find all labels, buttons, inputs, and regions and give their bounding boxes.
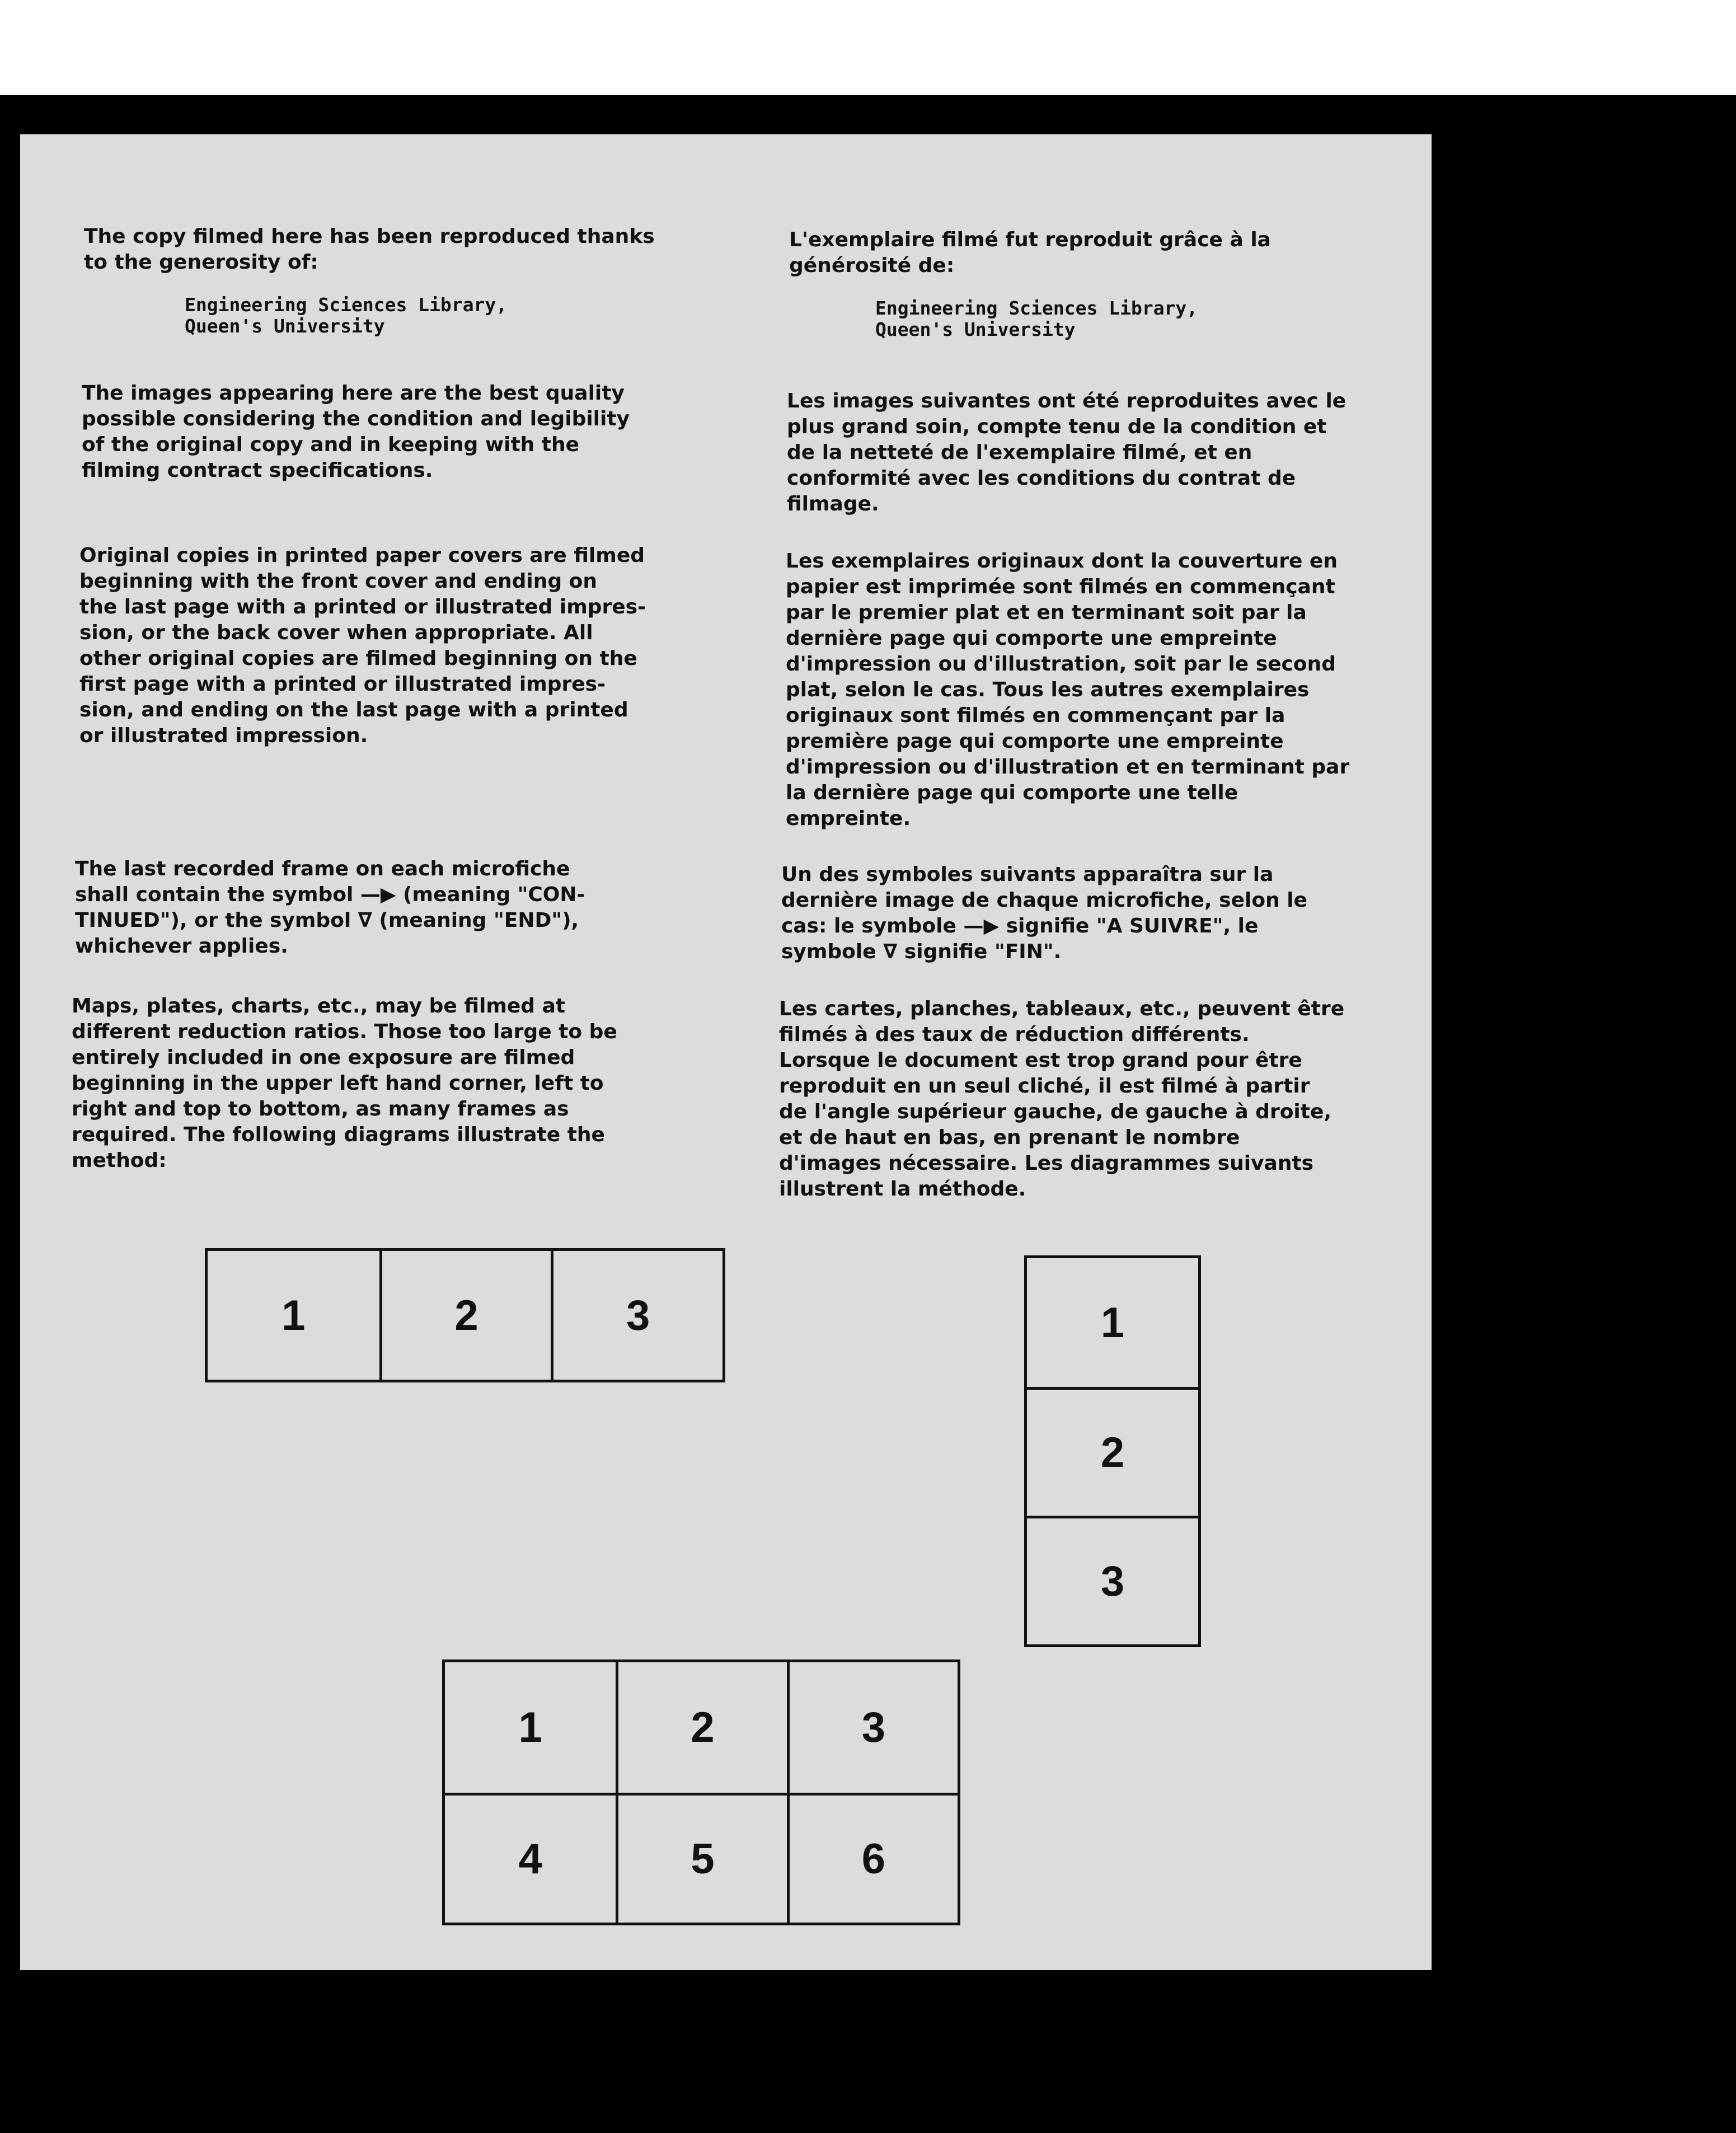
frame-cell: 3 <box>787 1662 958 1793</box>
french-maps-paragraph: Les cartes, planches, tableaux, etc., peuvent être filmés à des taux de réduction différents. Lorsque le document est trop grand pour être reproduit en un seul cliché, il est filmé à partir de l'angle supérieur gauche, de gauche à droite, et de haut en bas, en prenant le nombre d'images nécessaire. Les diagrammes suivants illustrent la méthode. <box>779 997 1345 1201</box>
top-border-strip <box>0 0 1736 95</box>
english-quality-paragraph: The images appearing here are the best quality possible considering the condition and legibility of the original copy and in keeping with the filming contract specifications. <box>82 382 630 482</box>
target-page <box>20 134 1432 1970</box>
english-covers-paragraph: Original copies in printed paper covers are filmed beginning with the front cover and ending on the last page with a printed or illustrated impres- sion, or the back cover when appropriate. All other original copies are filmed beginning on the first page with a printed or illustrated impres- sion, and ending on the last page with a printed or illustrated impression. <box>79 544 646 747</box>
frame-cell: 5 <box>616 1793 786 1923</box>
frame-cell: 2 <box>1027 1387 1198 1516</box>
english-symbols-paragraph: The last recorded frame on each microfiche shall contain the symbol —▶ (meaning "CON- TINUED"), or the symbol ∇ (meaning "END"), whichever applies. <box>75 857 585 958</box>
diagram-grid-frames <box>442 1659 960 1925</box>
french-intro: L'exemplaire filmé fut reproduit grâce à la générosité de: <box>789 228 1271 277</box>
frame-cell: 4 <box>445 1793 616 1923</box>
french-symbols-paragraph: Un des symboles suivants apparaîtra sur la dernière image de chaque microfiche, selon le cas: le symbole —▶ signifie "A SUIVRE", le symbole ∇ signifie "FIN". <box>781 863 1308 963</box>
english-maps-paragraph: Maps, plates, charts, etc., may be filmed at different reduction ratios. Those too large to be entirely included in one exposure are filmed beginning in the upper left hand corner, left to right and top to bottom, as many frames as required. The following diagrams illustrate the method: <box>72 995 617 1172</box>
diagram-vertical-frames <box>1024 1255 1201 1647</box>
frame-cell: 1 <box>1100 1298 1125 1347</box>
frame-cell: 2 <box>616 1662 786 1793</box>
frame-cell: 6 <box>787 1793 958 1923</box>
english-intro: The copy filmed here has been reproduced thanks to the generosity of: <box>84 225 655 274</box>
english-institution: Engineering Sciences Library, Queen's University <box>185 294 508 337</box>
frame-cell: 3 <box>1027 1516 1198 1644</box>
frame-cell: 3 <box>551 1251 722 1380</box>
frame-cell: 1 <box>281 1291 306 1339</box>
french-quality-paragraph: Les images suivantes ont été reproduites avec le plus grand soin, compte tenu de la condition et de la netteté de l'exemplaire filmé, et en conformité avec les conditions du contrat de filmage. <box>787 390 1346 515</box>
french-covers-paragraph: Les exemplaires originaux dont la couverture en papier est imprimée sont filmés en commençant par le premier plat et en terminant soit par la dernière page qui comporte une empreinte d'impression ou d'illustration, soit par le second plat, selon le cas. Tous les autres exemplaires originaux sont filmés en commençant par la première page qui comporte une empreinte d'impression ou d'illustration et en terminant par la dernière page qui comporte une telle empreinte. <box>786 550 1350 830</box>
french-institution: Engineering Sciences Library, Queen's University <box>875 297 1198 340</box>
diagram-horizontal-frames <box>205 1248 725 1382</box>
frame-cell: 1 <box>518 1703 542 1751</box>
frame-cell: 2 <box>379 1251 551 1380</box>
